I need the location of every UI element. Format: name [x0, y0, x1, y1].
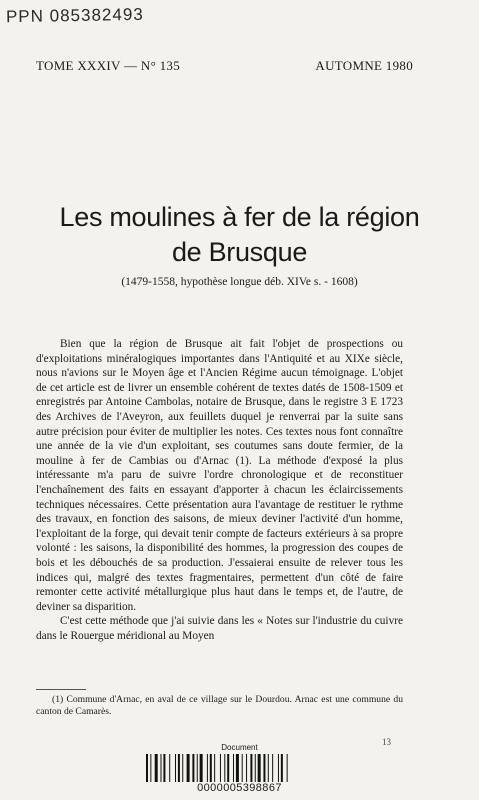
- issue-header: [36, 58, 413, 74]
- body-paragraph: Bien que la région de Brusque ait fait l'objet de prospections ou d'exploitations minéralogiques importantes dans l'Antiquité et au XIXe siècle, nous n'avions sur le Moyen âge et l'Ancien Régime aucun témoignage. L'objet de cet article est de livrer un ensemble cohérent de textes datés de 1508-1509 et enregistrés par Antoine Cambolas, notaire de Brusque, dans le registre 3 E 1723 des Archives de l'Aveyron, aux feuillets duquel je renverrai par la suite sans autre précision pour éviter de multiplier les notes. Ces textes nous font connaître une année de la vie d'un exploitant, ses coutumes sans doute fermier, de la mouline à fer de Cambias ou d'Arnac (1). La méthode d'exposé la plus intéressante m'a paru de suivre l'ordre chronologique et de reconstituer l'enchaînement des faits en essayant d'apporter à chacun les éclaircissements techniques nécessaires. Cette présentation aura l'avantage de restituer le rythme des travaux, en fonction des saisons, de mieux deviner l'activité d'un homme, l'exploitant de la forge, qui devait tenir compte de facteurs extérieurs à sa propre volonté : les saisons, la disponibilité des hommes, la progression des coupes de bois et les débouchés de sa production. J'essaierai ensuite de relever tous les indices qui, malgré des textes fragmentaires, permettent d'un côté de faire remonter cette activité métallurgique plus haut dans le temps et, de l'autre, de deviner sa disparition.: [36, 338, 403, 613]
- barcode-label: Document: [221, 743, 258, 752]
- footnote-text: (1) Commune d'Arnac, en aval de ce village sur le Dourdou. Arnac est une commune du canton de Camarès.: [36, 694, 403, 717]
- footnote-rule: [36, 689, 86, 690]
- library-stamp: PPN 085382493: [5, 4, 144, 27]
- body-paragraph: C'est cette méthode que j'ai suivie dans les « Notes sur l'industrie du cuivre dans le Rouergue méridional au Moyen: [36, 615, 403, 642]
- article-body: [36, 337, 403, 643]
- article-title-line-1: Les moulines à fer de la région: [59, 202, 420, 232]
- barcode-image: [146, 754, 334, 782]
- page-number: 13: [382, 737, 391, 747]
- issue-season: AUTOMNE 1980: [315, 58, 413, 73]
- article-subtitle: (1479-1558, hypothèse longue déb. XIVe s. - 1608): [121, 276, 358, 288]
- article-title-line-2: de Brusque: [171, 237, 308, 267]
- footnote: [36, 694, 403, 718]
- barcode-number: 0000005398867: [197, 782, 282, 794]
- issue-volume: TOME XXXIV — N° 135: [36, 58, 181, 73]
- article-title: [0, 200, 479, 270]
